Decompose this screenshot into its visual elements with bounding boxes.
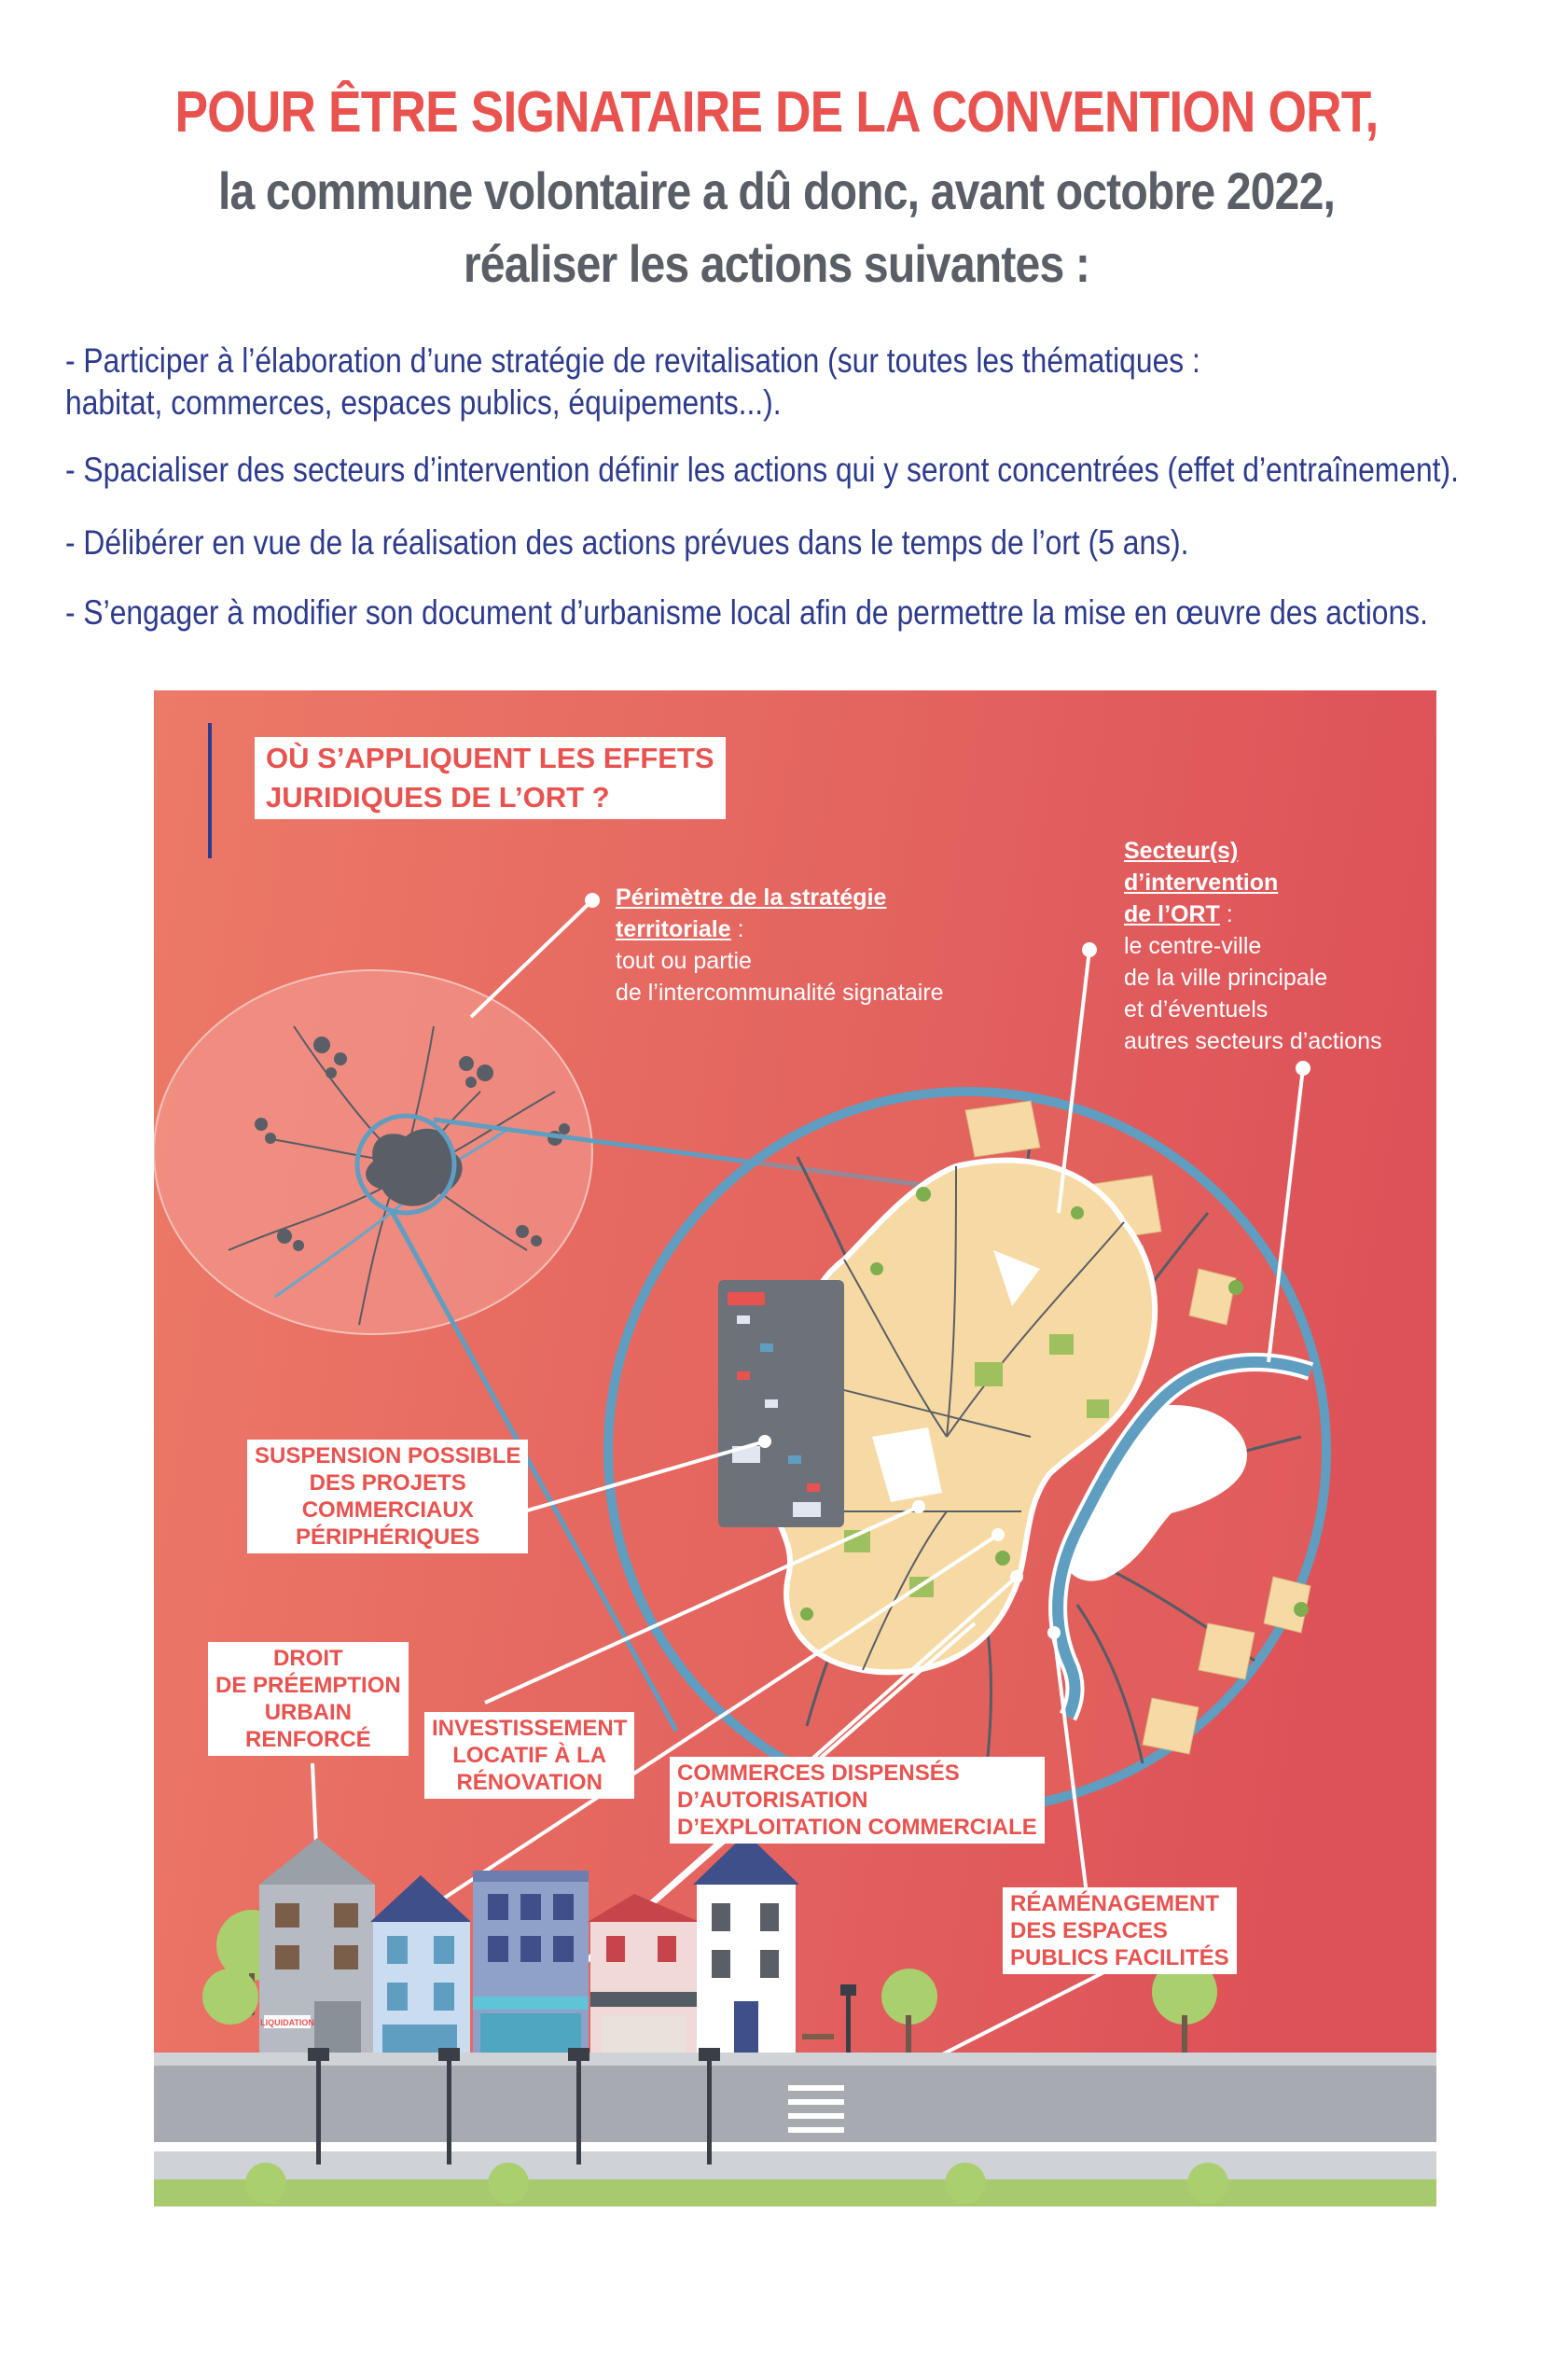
bullet-2: - Spacialiser des secteurs d’intervention définir les actions qui y seront concentrées (effet d’entraînement). [65,451,1459,489]
sidewalk [154,2053,1436,2066]
droit-dot [912,1500,925,1513]
label-investissement [424,1712,634,1799]
secteurs-dot-1 [1082,942,1097,957]
investissement-line-2: LOCATIF À LA [452,1743,607,1768]
perimetre-line-1: tout ou partie [616,948,752,974]
commerces-line-1: COMMERCES DISPENSÉS [677,1761,960,1786]
perimetre-colon: : [730,916,744,942]
perimetre-dot [585,893,600,908]
commerces-line-3: D’EXPLOITATION COMMERCIALE [677,1815,1037,1840]
bullet-3: - Délibérer en vue de la réalisation des actions prévues dans le temps de l’ort (5 ans). [65,523,1189,562]
subheadline-line-2: réaliser les actions suivantes : [463,234,1090,293]
reamenagement-line-2: DES ESPACES [1010,1918,1168,1943]
label-droit [208,1642,409,1756]
label-reamenagement [1003,1887,1237,1974]
store-a [728,1292,765,1305]
commerces-line-2: D’AUTORISATION [677,1788,868,1813]
diagram-title-line-1: OÙ S’APPLIQUENT LES EFFETS [266,742,714,774]
grass-strip [154,2179,1436,2206]
secteurs-dot-2 [1296,1061,1310,1076]
droit-line-3: URBAIN [264,1700,353,1725]
perimetre-label [616,882,944,1009]
diagram-title-line-2: JURIDIQUES DE L’ORT ? [266,781,610,814]
perimetre-line-2: de l’intercommunalité signataire [616,980,944,1006]
secteurs-line-2: de la ville principale [1124,965,1328,991]
droit-line-2: DE PRÉEMPTION [215,1673,401,1698]
subheadline-line-1: la commune volontaire a dû donc, avant octobre 2022, [217,161,1336,220]
investissement-dot [991,1528,1005,1541]
sidewalk-lower [154,2151,1436,2179]
suspension-line-2: DES PROJETS [309,1470,466,1496]
droit-line-4: RENFORCÉ [245,1727,371,1752]
investissement-line-3: RÉNOVATION [456,1770,603,1795]
perimetre-title-1: Périmètre de la stratégie [616,884,887,911]
investissement-line-1: INVESTISSEMENT [432,1716,628,1741]
suspension-line-1: SUSPENSION POSSIBLE [255,1443,521,1468]
house-3 [473,1871,589,2053]
label-suspension [247,1440,528,1553]
liquidation-sign: LIQUIDATION [260,2018,314,2027]
store-c [793,1502,821,1517]
label-commerces [670,1757,1045,1844]
droit-line-1: DROIT [273,1646,343,1671]
secteurs-label [1124,835,1382,1057]
title-accent-bar [208,723,212,858]
secteurs-line-1: le centre-ville [1124,933,1262,959]
perimetre-title-2: territoriale [616,916,731,942]
ort-infographic [154,690,1436,2206]
bullet-4: - S’engager à modifier son document d’urbanisme local afin de permettre la mise en œuvre des actions. [65,593,1428,632]
secteurs-line-3: et d’éventuels [1124,996,1269,1023]
diagram-title [255,737,726,819]
suspension-dot [758,1435,771,1448]
secteurs-title-2: d’intervention [1124,870,1279,896]
suspension-line-3: COMMERCIAUX [301,1497,474,1523]
curb [154,2142,1436,2151]
bullet-1-continued: habitat, commerces, espaces publics, équipements...). [65,383,782,422]
secteurs-colon: : [1219,901,1233,927]
reamenagement-line-1: RÉAMÉNAGEMENT [1010,1891,1220,1916]
commerces-dot [1010,1570,1023,1583]
secteurs-line-4: autres secteurs d’actions [1124,1028,1382,1054]
suspension-line-4: PÉRIPHÉRIQUES [296,1524,480,1550]
bullet-1: - Participer à l’élaboration d’une stratégie de revitalisation (sur toutes les thématiques : [65,341,1200,380]
house-4 [588,1894,700,2053]
reamenagement-dot [1047,1626,1061,1639]
secteurs-title-1: Secteur(s) [1124,838,1239,864]
headline: POUR ÊTRE SIGNATAIRE DE LA CONVENTION ORT, [174,80,1379,145]
secteurs-title-3: de l’ORT [1124,901,1220,927]
reamenagement-line-3: PUBLICS FACILITÉS [1010,1945,1229,1970]
